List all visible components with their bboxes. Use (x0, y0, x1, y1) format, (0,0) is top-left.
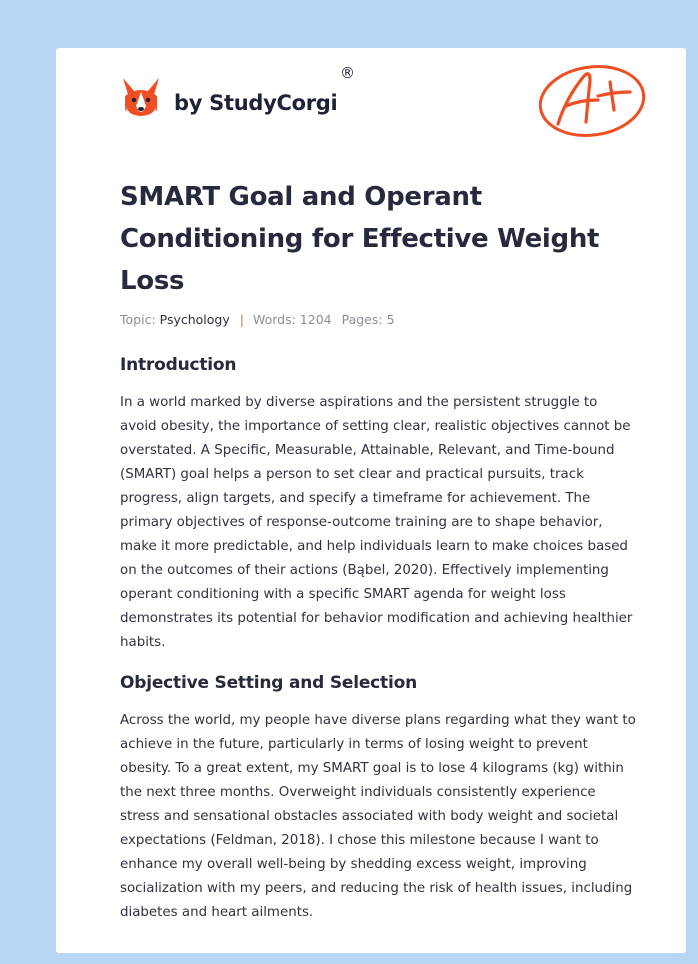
section-heading-objective: Objective Setting and Selection (120, 673, 417, 693)
section-paragraph-introduction: In a world marked by diverse aspirations and the persistent struggle to avoid obesity, the importance of setting clear, realistic objectives cannot be overstated. A Specific, Measurable, Attainable, Relevant, and Time-bound (SMART) goal helps a person to set clear and practical pursuits, track progress, align targets, and specify a timeframe for achievement. The primary objectives of response-outcome training are to shape behavior, make it more predictable, and help individuals learn to make choices based on the outcomes of their actions (Bąbel, 2020). Effectively implementing operant conditioning with a specific SMART agenda for weight loss demonstrates its potential for behavior modification and achieving healthier habits. (120, 395, 633, 650)
corgi-head-icon (120, 76, 162, 122)
document-meta (120, 312, 395, 327)
topic-label: Topic: (120, 312, 156, 327)
registered-mark: ® (340, 64, 355, 82)
topic-link[interactable]: Psychology (159, 312, 230, 327)
section-heading-introduction: Introduction (120, 355, 237, 375)
document-title: SMART Goal and Operant Conditioning for Effective Weight Loss (120, 182, 600, 296)
meta-separator: | (239, 312, 244, 327)
section-paragraph-objective: Across the world, my people have diverse plans regarding what they want to achieve in the future, particularly in terms of losing weight to prevent obesity. To a great extent, my SMART goal is to lose 4 kilograms (kg) within the next three months. Overweight individuals consistently experience stress and sensational obstacles associated with body weight and societal expectations (Feldman, 2018). I chose this milestone because I want to enhance my overall well-being by shedding excess weight, improving socialization with my peers, and reducing the risk of health issues, including diabetes and heart ailments. (120, 713, 636, 920)
brand-name: by StudyCorgi (174, 91, 338, 115)
word-count: Words: 1204 (252, 312, 332, 327)
brand-logo[interactable] (120, 76, 337, 122)
a-plus-stamp-icon (536, 58, 648, 140)
page-count: Pages: 5 (341, 312, 395, 327)
document-page (56, 48, 686, 953)
